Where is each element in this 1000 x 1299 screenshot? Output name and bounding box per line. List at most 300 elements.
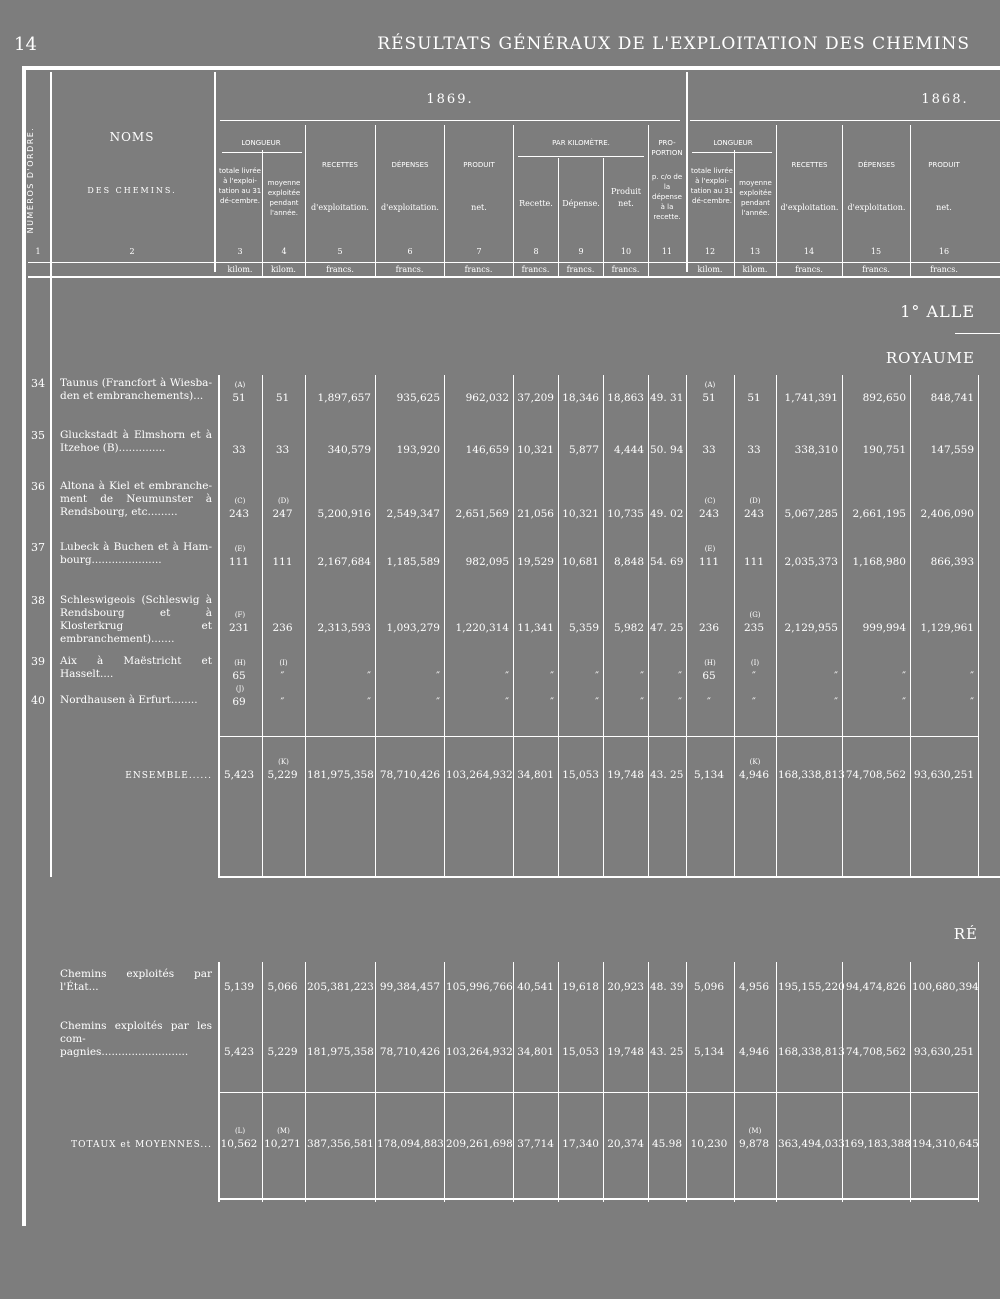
cell-c7: 962,032	[465, 392, 509, 404]
cell-c12: 10,230	[690, 1138, 728, 1150]
cell-c12: 51	[702, 392, 716, 404]
pco-label: p. c/o de la dépense à la recette.	[651, 173, 683, 221]
cell-c7: 209,261,698	[446, 1138, 513, 1150]
cell-c12: 5,096	[693, 981, 725, 993]
cell-c5: 205,381,223	[307, 981, 374, 993]
footnote-mark-n12: (H)	[704, 659, 716, 667]
cell-c16: 93,630,251	[913, 769, 974, 781]
railway-name: Altona à Kiel et embranche-ment de Neumunster à Rendsbourg, etc.........	[60, 480, 212, 518]
brace-1868	[690, 120, 1000, 121]
cell-c9: 15,053	[562, 1046, 599, 1058]
cell-c16: 866,393	[930, 556, 974, 568]
body-col-rule-12	[842, 375, 843, 877]
cell-c11: 45.98	[651, 1138, 682, 1150]
cell-c5: ″	[367, 670, 371, 682]
column-number-5: 5	[337, 247, 343, 256]
cell-c7: 105,996,766	[446, 981, 513, 993]
railway-name: Lubeck à Buchen et à Ham-bourg.....................	[60, 541, 212, 566]
cell-c10: 10,735	[607, 508, 644, 520]
longueur-label-1868: LONGUEUR	[713, 139, 753, 147]
summary-col-rule-4	[444, 962, 445, 1202]
cell-c14: 168,338,813	[778, 1046, 845, 1058]
column-number-11: 11	[661, 247, 673, 256]
cell-c3: 10,562	[220, 1138, 258, 1150]
cell-c3: 243	[228, 508, 250, 520]
unit-c15: francs.	[862, 265, 890, 274]
col-divider-noms	[214, 72, 216, 272]
unit-c9: francs.	[566, 265, 595, 274]
header-bottom-line	[28, 262, 1000, 263]
cell-c11: 48. 39	[650, 981, 684, 993]
footnote-mark-n13: (M)	[748, 1127, 762, 1135]
cell-c8: 10,321	[517, 444, 554, 456]
cell-c12: 5,134	[693, 769, 725, 781]
railway-name: Aix à Maëstricht et Hasselt....	[60, 655, 212, 680]
cell-c6: 78,710,426	[379, 769, 440, 781]
footnote-mark-n3: (A)	[234, 381, 246, 389]
cell-c14: 168,338,813	[778, 769, 845, 781]
cell-c8: 11,341	[517, 622, 554, 634]
cell-c8: 34,801	[517, 769, 554, 781]
summary-col-rule-6	[558, 962, 559, 1202]
row-number: 34	[31, 377, 45, 390]
cell-c16: 1,129,961	[920, 622, 974, 634]
cell-c4: 5,066	[267, 981, 298, 993]
body-col-rule-14	[978, 375, 979, 877]
unit-c4: kilom.	[271, 265, 296, 274]
hdr-div-14	[842, 125, 843, 276]
ensemble-top-rule	[218, 736, 978, 737]
cell-c5: 340,579	[327, 444, 371, 456]
depenses-label-1869: DÉPENSES	[391, 161, 429, 169]
cell-c8: 34,801	[517, 1046, 554, 1058]
summary-col-rule-5	[513, 962, 514, 1202]
recettes-label-1868: RECETTES	[791, 161, 828, 169]
recettes-label-1869: RECETTES	[322, 161, 358, 169]
totaux-label: TOTAUX et MOYENNES...	[71, 1140, 212, 1150]
footnote-mark-n12: (E)	[704, 545, 716, 553]
column-number-9: 9	[578, 247, 584, 256]
unit-c16: francs.	[930, 265, 958, 274]
cell-c14: 1,741,391	[784, 392, 838, 404]
cell-c9: 17,340	[562, 1138, 599, 1150]
cell-c5: 181,975,358	[307, 769, 374, 781]
body-col-rule-5	[513, 375, 514, 877]
totale-livree-1868: totale livrée à l'exploi-tation au 31 dé-cembre.	[690, 167, 734, 205]
cell-c13: 4,946	[738, 1046, 770, 1058]
body-col-rule-11	[776, 375, 777, 877]
cell-c13: 235	[743, 622, 765, 634]
cell-c3: 69	[232, 696, 246, 708]
column-number-3: 3	[237, 247, 243, 256]
cell-c7: ″	[505, 696, 509, 708]
moyenne-1869: moyenne exploitée pendant l'année.	[267, 179, 301, 217]
footnote-mark-n12: (C)	[704, 497, 716, 505]
cell-c11: 50. 94	[650, 444, 684, 456]
brace-par-km	[518, 156, 644, 157]
unit-c10: francs.	[611, 265, 640, 274]
ordre-column-label: NUMÉROS D'ORDRE.	[26, 126, 35, 234]
depenses-exploit-1868: d'exploitation.	[847, 203, 906, 212]
des-chemins-label: DES CHEMINS.	[87, 186, 177, 195]
cell-c13: ″	[752, 670, 756, 682]
cell-c11: ″	[678, 670, 682, 682]
cell-c16: ″	[970, 696, 974, 708]
footnote-mark-n3: (C)	[234, 497, 246, 505]
cell-c15: 999,994	[862, 622, 906, 634]
year-1869: 1869.	[426, 92, 474, 107]
cell-c10: 5,982	[613, 622, 644, 634]
body-col-rule-7	[603, 375, 604, 877]
cell-c8: 37,714	[517, 1138, 554, 1150]
cell-c7: 146,659	[465, 444, 509, 456]
cell-c10: ″	[640, 696, 644, 708]
cell-c11: 54. 69	[650, 556, 684, 568]
column-number-6: 6	[407, 247, 413, 256]
longueur-label-1869: LONGUEUR	[241, 139, 281, 147]
cell-c15: 190,751	[862, 444, 906, 456]
produit-net-1869: net.	[471, 203, 487, 212]
cell-c8: 37,209	[517, 392, 554, 404]
cell-c13: ″	[752, 696, 756, 708]
cell-c16: ″	[970, 670, 974, 682]
cell-c4: 247	[272, 508, 293, 520]
page-title: RÉSULTATS GÉNÉRAUX DE L'EXPLOITATION DES CHEMINS	[377, 34, 970, 54]
cell-c4: 10,271	[264, 1138, 301, 1150]
totale-livree-1869: totale livrée à l'exploi-tation au 31 dé-cembre.	[218, 167, 262, 205]
produit-net-km: Produit net.	[610, 187, 642, 208]
cell-c4: ″	[280, 670, 285, 682]
cell-c15: ″	[902, 670, 906, 682]
body-col-rule-4	[444, 375, 445, 877]
cell-c4: 236	[272, 622, 293, 634]
body-col-rule-10	[734, 375, 735, 877]
cell-c12: 65	[702, 670, 716, 682]
column-number-13: 13	[749, 247, 761, 256]
hdr-div-5	[375, 125, 376, 276]
ensemble-label: ENSEMBLE......	[125, 771, 212, 781]
cell-c10: 20,923	[607, 981, 644, 993]
cell-c10: 20,374	[607, 1138, 644, 1150]
cell-c5: 1,897,657	[317, 392, 371, 404]
hdr-div-13	[776, 125, 777, 276]
cell-c14: ″	[834, 696, 838, 708]
cell-c11: 43. 25	[650, 769, 684, 781]
cell-c14: ″	[834, 670, 838, 682]
column-number-16: 16	[938, 247, 950, 256]
cell-c5: 5,200,916	[317, 508, 371, 520]
cell-c9: ″	[595, 670, 599, 682]
cell-c3: 231	[228, 622, 250, 634]
cell-c16: 100,680,394	[912, 981, 979, 993]
unit-c7: francs.	[464, 265, 493, 274]
cell-c6: 193,920	[396, 444, 440, 456]
recettes-exploit-1869: d'exploitation.	[311, 203, 369, 212]
cell-c9: 18,346	[562, 392, 599, 404]
header-units-line	[28, 276, 1000, 278]
column-number-8: 8	[533, 247, 539, 256]
footnote-mark-n3: (H)	[234, 659, 246, 667]
footnote-mark-n4: (D)	[277, 497, 290, 505]
brace-longueur-1869	[222, 152, 302, 153]
cell-c11: 49. 31	[650, 392, 684, 404]
row-number: 36	[31, 480, 45, 493]
cell-c13: 243	[743, 508, 765, 520]
page-number: 14	[14, 34, 37, 55]
column-number-14: 14	[803, 247, 815, 256]
body-col-rule-9	[686, 375, 687, 877]
cell-c7: 1,220,314	[455, 622, 509, 634]
column-number-4: 4	[281, 247, 287, 256]
cell-c5: 181,975,358	[307, 1046, 374, 1058]
cell-c14: 2,129,955	[784, 622, 838, 634]
unit-c12: kilom.	[697, 265, 723, 274]
cell-c16: 194,310,645	[912, 1138, 979, 1150]
cell-c10: 18,863	[607, 392, 644, 404]
cell-c15: 74,708,562	[845, 769, 906, 781]
cell-c15: 74,708,562	[845, 1046, 906, 1058]
row-number: 38	[31, 594, 45, 607]
column-number-12: 12	[704, 247, 716, 256]
footnote-mark-n12: (A)	[704, 381, 716, 389]
railway-name: Schleswigeois (Schleswig à Rendsbourg et à Klosterkrug et embranchement).......	[60, 594, 212, 645]
row-number: 37	[31, 541, 45, 554]
cell-c4: 5,229	[267, 1046, 298, 1058]
body-col-rule-2	[305, 375, 306, 877]
cell-c9: 5,359	[568, 622, 599, 634]
cell-c14: 195,155,220	[778, 981, 845, 993]
cell-c3: 65	[232, 670, 246, 682]
summary-col-rule-0	[218, 962, 220, 1202]
cell-c6: 935,625	[396, 392, 440, 404]
section-subtitle: ROYAUME	[885, 349, 975, 367]
cell-c3: 111	[228, 556, 250, 568]
ensemble-bottom-rule	[218, 876, 1000, 878]
summary-col-rule-10	[734, 962, 735, 1202]
footnote-mark-n4: (K)	[278, 758, 289, 766]
cell-c9: ″	[595, 696, 599, 708]
railway-name: Nordhausen à Erfurt........	[60, 694, 198, 706]
totaux-bottom-rule	[218, 1198, 978, 1200]
recette-km: Recette.	[519, 199, 553, 208]
recettes-exploit-1868: d'exploitation.	[780, 203, 839, 212]
unit-c14: francs.	[795, 265, 823, 274]
cell-c15: 892,650	[862, 392, 906, 404]
cell-c13: 111	[743, 556, 765, 568]
cell-c12: 33	[702, 444, 716, 456]
cell-c15: 1,168,980	[852, 556, 906, 568]
row-number: 39	[31, 655, 45, 668]
footnote-mark-n3: (F)	[234, 611, 246, 619]
cell-c11: 49. 02	[650, 508, 684, 520]
unit-c3: kilom.	[227, 265, 253, 274]
cell-c5: 2,167,684	[317, 556, 371, 568]
body-col-rule-3	[375, 375, 376, 877]
moyenne-1868: moyenne exploitée pendant l'année.	[739, 179, 772, 217]
cell-c6: 1,185,589	[386, 556, 440, 568]
cell-c13: 4,956	[738, 981, 770, 993]
summary-name: Chemins exploités par les com-pagnies..........................	[60, 1020, 212, 1058]
cell-c6: ″	[436, 670, 440, 682]
cell-c3: 33	[232, 444, 246, 456]
body-col-rule-1	[262, 375, 263, 877]
cell-c6: 78,710,426	[379, 1046, 440, 1058]
depense-km: Dépense.	[562, 199, 600, 208]
cell-c12: 236	[698, 622, 720, 634]
summary-col-rule-9	[686, 962, 687, 1202]
cell-c11: 43. 25	[650, 1046, 684, 1058]
column-number-10: 10	[620, 247, 632, 256]
cell-c11: ″	[678, 696, 682, 708]
cell-c9: 5,877	[568, 444, 599, 456]
cell-c16: 93,630,251	[913, 1046, 974, 1058]
totaux-top-rule	[218, 1092, 978, 1093]
cell-c10: 4,444	[613, 444, 644, 456]
hdr-div-4	[305, 125, 306, 276]
unit-c8: francs.	[521, 265, 550, 274]
footnote-mark-n4: (I)	[279, 659, 288, 667]
produit-net-1868: net.	[936, 203, 952, 212]
column-number-2: 2	[129, 247, 135, 256]
body-col-rule-8	[648, 375, 649, 877]
cell-c4: 5,229	[267, 769, 298, 781]
body-col-rule-13	[910, 375, 911, 877]
produit-label-1868: PRODUIT	[928, 161, 960, 169]
cell-c7: 982,095	[465, 556, 509, 568]
row-number: 40	[31, 694, 45, 707]
hdr-div-8	[558, 158, 559, 276]
hdr-div-9	[603, 158, 604, 276]
summary-col-rule-12	[842, 962, 843, 1202]
railway-name: Gluckstadt à Elmshorn et à Itzehoe (B)..............	[60, 429, 212, 454]
proportion-label: PRO-PORTION	[651, 139, 683, 157]
cell-c6: 2,549,347	[386, 508, 440, 520]
depenses-exploit-1869: d'exploitation.	[381, 203, 439, 212]
body-col-rule-6	[558, 375, 559, 877]
column-number-1: 1	[35, 247, 41, 256]
cell-c9: 15,053	[562, 769, 599, 781]
footnote-mark-n13: (I)	[750, 659, 760, 667]
hdr-div-15	[910, 125, 911, 276]
cell-c8: 40,541	[517, 981, 554, 993]
cell-c9: 19,618	[562, 981, 599, 993]
cell-c3: 5,423	[223, 1046, 255, 1058]
section-rule	[955, 333, 1000, 334]
table-top-border	[22, 66, 1000, 70]
summary-col-rule-14	[978, 962, 979, 1202]
footnote-mark-n3: (L)	[234, 1127, 246, 1135]
depenses-label-1868: DÉPENSES	[857, 161, 895, 169]
unit-c6: francs.	[395, 265, 424, 274]
cell-c15: 94,474,826	[845, 981, 906, 993]
cell-c15: 2,661,195	[852, 508, 906, 520]
cell-c7: 103,264,932	[446, 769, 513, 781]
cell-c14: 2,035,373	[784, 556, 838, 568]
cell-c16: 2,406,090	[920, 508, 974, 520]
footnote-mark-n13: (K)	[749, 758, 761, 766]
cell-c13: 51	[747, 392, 761, 404]
produit-label-1869: PRODUIT	[463, 161, 495, 169]
summary-col-rule-13	[910, 962, 911, 1202]
summary-col-rule-11	[776, 962, 777, 1202]
cell-c10: 19,748	[607, 769, 644, 781]
footnote-mark-n3: (J)	[235, 685, 245, 693]
column-number-7: 7	[476, 247, 482, 256]
footnote-mark-n13: (G)	[749, 611, 761, 619]
summary-col-rule-7	[603, 962, 604, 1202]
cell-c4: 51	[275, 392, 290, 404]
cell-c7: 2,651,569	[455, 508, 509, 520]
unit-c5: francs.	[326, 265, 354, 274]
cell-c16: 147,559	[930, 444, 974, 456]
railway-name: Taunus (Francfort à Wiesba-den et embranchements)...	[60, 377, 212, 402]
col-divider-year	[686, 72, 688, 272]
hdr-div-6	[444, 125, 445, 276]
cell-c6: 1,093,279	[386, 622, 440, 634]
cell-c3: 5,139	[223, 981, 255, 993]
cell-c12: ″	[707, 696, 711, 708]
summary-col-rule-2	[305, 962, 306, 1202]
cell-c5: 2,313,593	[317, 622, 371, 634]
cell-c6: 178,094,883	[377, 1138, 444, 1150]
cell-c11: 47. 25	[650, 622, 684, 634]
footnote-mark-n3: (E)	[234, 545, 246, 553]
cell-c6: 99,384,457	[379, 981, 440, 993]
cell-c12: 243	[698, 508, 720, 520]
noms-label: NOMS	[109, 130, 155, 144]
cell-c8: 19,529	[517, 556, 554, 568]
cell-c9: 10,321	[562, 508, 599, 520]
cell-c16: 848,741	[930, 392, 974, 404]
summary-col-rule-1	[262, 962, 263, 1202]
par-km-label: PAR KILOMÈTRE.	[552, 139, 610, 147]
cell-c14: 338,310	[794, 444, 838, 456]
cell-c4: 33	[275, 444, 290, 456]
cell-c8: ″	[550, 670, 554, 682]
cell-c5: 387,356,581	[307, 1138, 374, 1150]
cell-c7: 103,264,932	[446, 1046, 513, 1058]
cell-c3: 5,423	[223, 769, 255, 781]
cell-c14: 5,067,285	[784, 508, 838, 520]
cell-c15: 169,183,388	[844, 1138, 911, 1150]
section-title: 1° ALLE	[900, 302, 975, 321]
cell-c12: 5,134	[693, 1046, 725, 1058]
cell-c13: 9,878	[738, 1138, 770, 1150]
cell-c5: ″	[367, 696, 371, 708]
cell-c14: 363,494,033	[778, 1138, 845, 1150]
cell-c3: 51	[232, 392, 246, 404]
cell-c10: 19,748	[607, 1046, 644, 1058]
summary-col-rule-3	[375, 962, 376, 1202]
cell-c12: 111	[698, 556, 720, 568]
column-number-15: 15	[870, 247, 882, 256]
cell-c8: 21,056	[517, 508, 554, 520]
cell-c10: 8,848	[613, 556, 644, 568]
brace-1869	[220, 120, 680, 121]
cell-c7: ″	[505, 670, 509, 682]
brace-longueur-1868	[692, 152, 772, 153]
summary-name: Chemins exploités par l'État...	[60, 968, 212, 993]
cell-c9: 10,681	[562, 556, 599, 568]
year-1868: 1868.	[921, 92, 969, 107]
cell-c6: ″	[436, 696, 440, 708]
row-number: 35	[31, 429, 45, 442]
cell-c13: 4,946	[738, 769, 770, 781]
cell-c4: ″	[280, 696, 285, 708]
unit-c13: kilom.	[742, 265, 768, 274]
resume-title: RÉ	[953, 925, 978, 943]
cell-c4: 111	[272, 556, 293, 568]
